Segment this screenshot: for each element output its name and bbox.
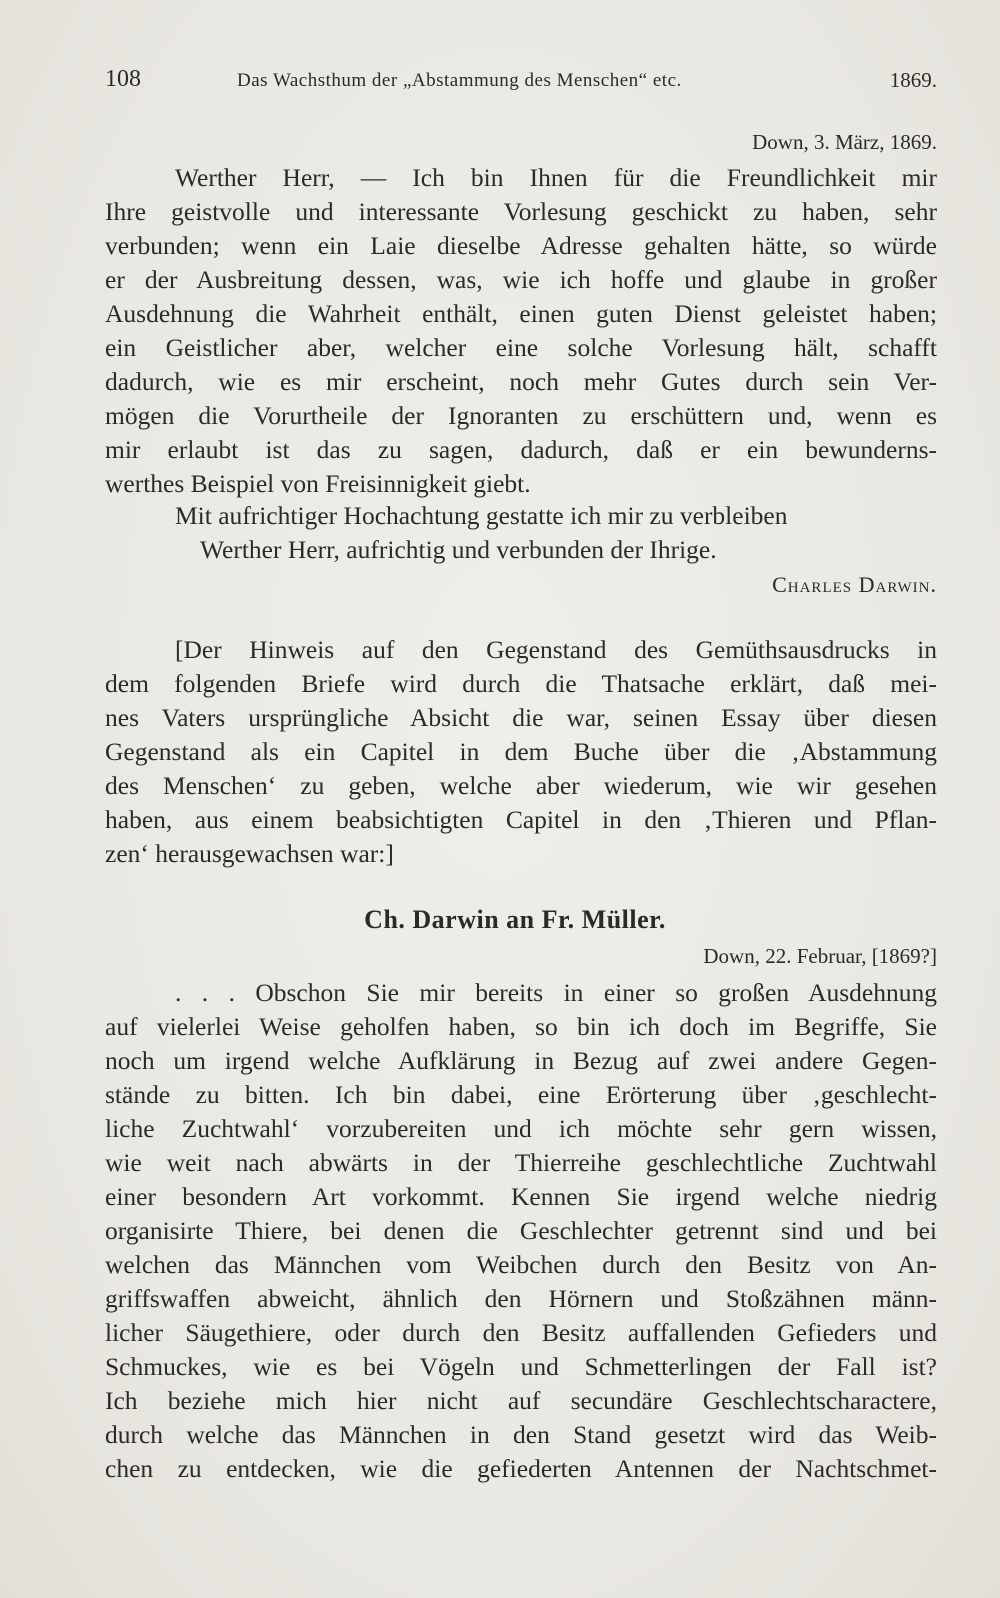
letter2-line: welchen das Männchen vom Weibchen durch den Besitz von An- bbox=[105, 1250, 937, 1279]
letter2-heading: Ch. Darwin an Fr. Müller. bbox=[364, 905, 666, 934]
letter2-line: organisirte Thiere, bei denen die Geschlechter getrennt sind und bei bbox=[105, 1216, 937, 1245]
header-year: 1869. bbox=[889, 68, 937, 92]
page-header bbox=[105, 66, 937, 102]
letter2-line: licher Säugethiere, oder durch den Besitz auffallenden Gefieders und bbox=[105, 1318, 937, 1347]
letter1-signature: Charles Darwin. bbox=[772, 572, 937, 597]
note-line: [Der Hinweis auf den Gegenstand des Gemüthsausdrucks in bbox=[175, 635, 937, 664]
note-line: des Menschen‘ zu geben, welche aber wiederum, wie wir gesehen bbox=[105, 771, 937, 800]
letter2-date: Down, 22. Februar, [1869?] bbox=[703, 944, 937, 968]
letter1-line: Ausdehnung die Wahrheit enthält, einen guten Dienst geleistet haben; bbox=[105, 299, 937, 328]
letter1-line: mögen die Vorurtheile der Ignoranten zu erschüttern und, wenn es bbox=[105, 401, 937, 430]
note-line: Gegenstand als ein Capitel in dem Buche über die ‚Abstammung bbox=[105, 737, 937, 766]
note-line: nes Vaters ursprüngliche Absicht die war, seinen Essay über diesen bbox=[105, 703, 937, 732]
letter1-closing: Mit aufrichtiger Hochachtung gestatte ich mir zu verbleiben bbox=[175, 501, 788, 530]
letter2-line: chen zu entdecken, wie die gefiederten Antennen der Nachtschmet- bbox=[105, 1454, 937, 1483]
page-number: 108 bbox=[105, 66, 141, 92]
letter1-line: ein Geistlicher aber, welcher eine solche Vorlesung hält, schafft bbox=[105, 333, 937, 362]
note-line: dem folgenden Briefe wird durch die Thatsache erklärt, daß mei- bbox=[105, 669, 937, 698]
letter1-line: Ihre geistvolle und interessante Vorlesung geschickt zu haben, sehr bbox=[105, 197, 937, 226]
letter1-line: mir erlaubt ist das zu sagen, dadurch, daß er ein bewunderns- bbox=[105, 435, 937, 464]
letter2-line: noch um irgend welche Aufklärung in Bezug auf zwei andere Gegen- bbox=[105, 1046, 937, 1075]
letter2-line: Ich beziehe mich hier nicht auf secundäre Geschlechtscharactere, bbox=[105, 1386, 937, 1415]
letter2-line: griffswaffen abweicht, ähnlich den Hörnern und Stoßzähnen männ- bbox=[105, 1284, 937, 1313]
letter1-line: werthes Beispiel von Freisinnigkeit giebt. bbox=[105, 469, 531, 498]
letter2-line: Schmuckes, wie es bei Vögeln und Schmetterlingen der Fall ist? bbox=[105, 1352, 937, 1381]
running-title: Das Wachsthum der „Abstammung des Menschen“ etc. bbox=[237, 70, 682, 91]
note-line: zen‘ herausgewachsen war:] bbox=[105, 839, 394, 868]
letter1-closing-salutation: Werther Herr, aufrichtig und verbunden der Ihrige. bbox=[200, 535, 717, 564]
letter2-line: stände zu bitten. Ich bin dabei, eine Erörterung über ‚geschlecht- bbox=[105, 1080, 937, 1109]
letter2-line: auf vielerlei Weise geholfen haben, so bin ich doch im Begriffe, Sie bbox=[105, 1012, 937, 1041]
letter1-line: dadurch, wie es mir erscheint, noch mehr Gutes durch sein Ver- bbox=[105, 367, 937, 396]
letter2-line: einer besondern Art vorkommt. Kennen Sie irgend welche niedrig bbox=[105, 1182, 937, 1211]
letter2-line: . . . Obschon Sie mir bereits in einer so großen Ausdehnung bbox=[175, 978, 937, 1007]
letter1-date: Down, 3. März, 1869. bbox=[752, 130, 937, 154]
letter2-line: liche Zuchtwahl‘ vorzubereiten und ich möchte sehr gern wissen, bbox=[105, 1114, 937, 1143]
letter1-line: er der Ausbreitung dessen, was, wie ich hoffe und glaube in großer bbox=[105, 265, 937, 294]
letter2-line: wie weit nach abwärts in der Thierreihe geschlechtliche Zuchtwahl bbox=[105, 1148, 937, 1177]
letter2-line: durch welche das Männchen in den Stand gesetzt wird das Weib- bbox=[105, 1420, 937, 1449]
letter1-line: Werther Herr, — Ich bin Ihnen für die Freundlichkeit mir bbox=[175, 163, 937, 192]
letter1-line: verbunden; wenn ein Laie dieselbe Adresse gehalten hätte, so würde bbox=[105, 231, 937, 260]
note-line: haben, aus einem beabsichtigten Capitel in den ‚Thieren und Pflan- bbox=[105, 805, 937, 834]
